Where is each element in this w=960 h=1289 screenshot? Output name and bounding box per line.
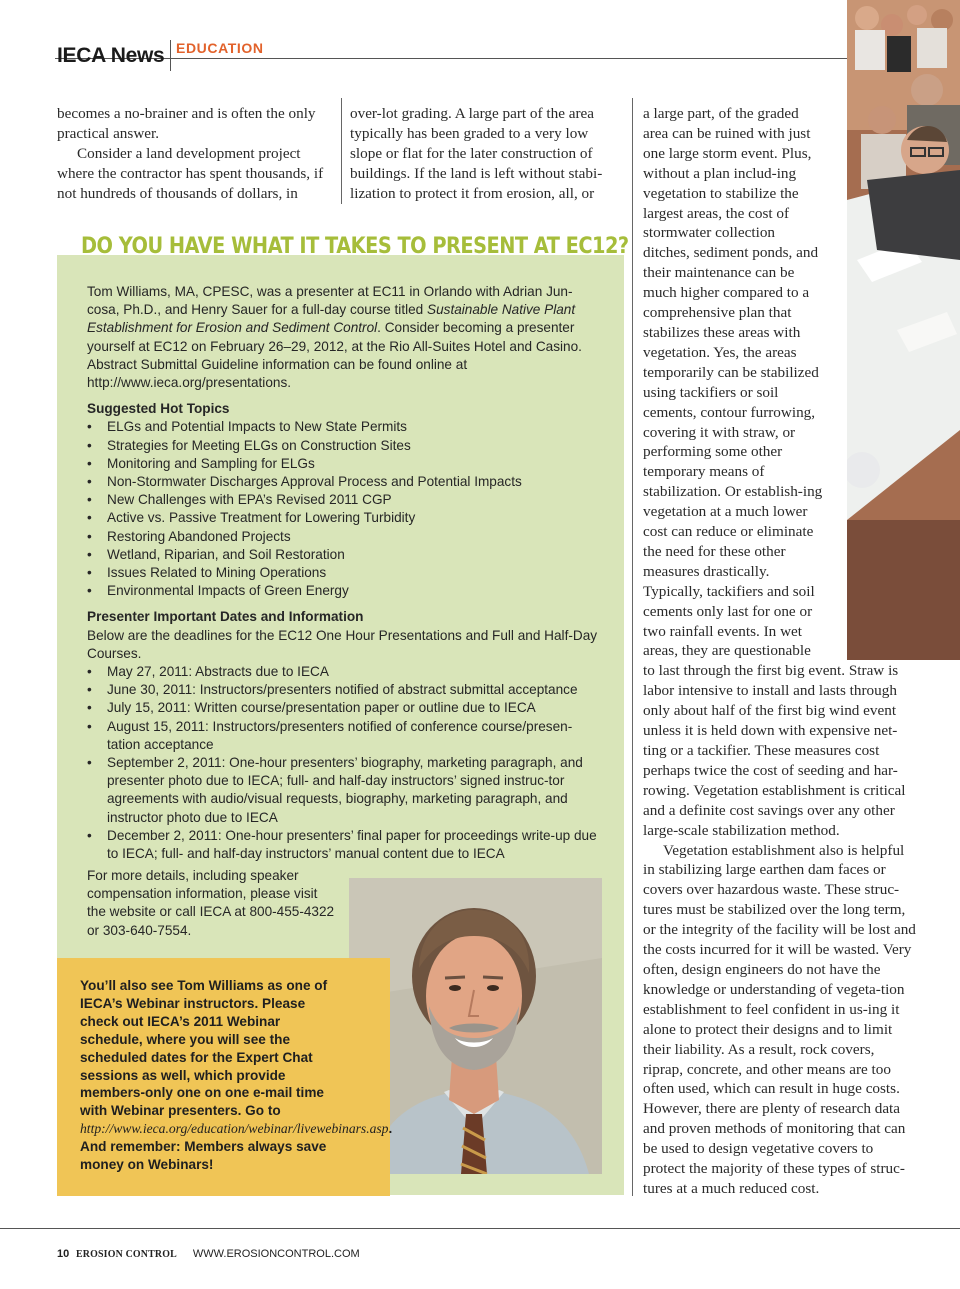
intro-text: . Consider becoming a presenter yourself at EC12 on February 26–29, 2012, at the Rio All-Suites Hotel and Casino. Abstract Submittal Guideline information can be found online at http://www.ieca.org/presentations. [87,320,582,391]
list-item: • New Challenges with EPA’s Revised 2011 CGP [87,491,602,509]
intro-text: Tom Williams, MA, CPESC, was a presenter at EC11 in Orlando with Adrian Jun-cosa, Ph.D., and Henry Sauer for a full-day course titled [87,284,573,318]
webinar-link[interactable]: http://www.ieca.org/education/webinar/livewebinars.asp [80,1121,389,1137]
dates-list [87,663,602,863]
feature-body [87,283,602,863]
article-column-3 [643,104,918,1199]
paragraph: over-lot grading. A large part of the area typically has been graded to a very low slope or flat for the later construction of buildings. If the land is left without stabi-lization to protect it from erosion, all, or [350,105,603,202]
paragraph: Vegetation establishment also is helpful in stabilizing large earthen dam faces or covers over hazardous waste. These struc-tures must be stabilized over the long term, or the integrity of the facility will be lost and the costs incurred for it will be wasted. Very often, design engineers do not have the knowledge or understanding of vegeta-tion establishment to feel confident in us-ing it alone to protect their designs and to limit their liability. As a result, rock covers, riprap, concrete, and other means are too often used, which can result in huge costs. However, there are plenty of research data and proven methods of monitoring that can be used to design vegetative covers to protect the majority of these types of struc-tures at a much reduced cost. [643,841,916,1197]
feature-intro [87,283,602,392]
callout-text: You’ll also see Tom Williams as one of IECA’s Webinar instructors. Please check out IECA’s 2011 Webinar schedule, where you will see the scheduled dates for the Expert Chat sessions as well, which provide members-only one on one e-mail time with Webinar presenters. Go to [80,978,328,1119]
footer [57,1248,360,1260]
list-item: • May 27, 2011: Abstracts due to IECA [87,663,602,681]
list-item: • Environmental Impacts of Green Energy [87,582,602,600]
section-label: EDUCATION [176,40,264,56]
list-item: • Issues Related to Mining Operations [87,564,602,582]
list-item: • ELGs and Potential Impacts to New State Permits [87,418,602,436]
website-url: WWW.EROSIONCONTROL.COM [192,1248,360,1260]
paragraph: Consider a land development project where the contractor has spent thousands, if not hundreds of thousands of dollars, in [57,145,324,202]
ieca-news-logo: IECA News [57,44,165,67]
dates-heading: Presenter Important Dates and Information [87,609,364,625]
list-item: • August 15, 2011: Instructors/presenters notified of conference course/presen-tation acceptance [87,718,602,754]
page-number: 10 [57,1248,70,1260]
article-column-1 [57,104,335,204]
list-item: • Wetland, Riparian, and Soil Restoration [87,546,602,564]
column-rule [632,98,633,1196]
course-title: Sustainable Native Plant Establishment for Erosion and Sediment Control [87,302,576,336]
list-item: • December 2, 2011: One-hour presenters’ final paper for proceedings write-up due to IECA; full- and half-day instructors’ manual content due to IECA [87,827,602,863]
magazine-name: EROSION CONTROL [76,1248,177,1260]
feature-title: DO YOU HAVE WHAT IT TAKES TO PRESENT AT EC12? [81,233,629,259]
webinar-callout-text [80,977,393,1174]
topics-heading: Suggested Hot Topics [87,401,230,417]
list-item: • Non-Stormwater Discharges Approval Process and Potential Impacts [87,473,602,491]
paragraph: a large part, of the graded area can be ruined with just one large storm event. Plus, without a plan includ-ing vegetation to stabilize the largest areas, the cost of stormwater collection ditches, sediment ponds, and their maintenance can be much higher compared to a comprehensive plan that stabilizes these areas with vegetation. Yes, the areas temporarily can be stabilized using tackifiers or soil cements, contour furrowing, covering it with straw, or performing some other temporary means of stabilization. Or establish-ing vegetation at a much lower cost can reduce or eliminate the need for these other measures drastically. Typically, tackifiers and soil cements only last for one or two rainfall events. In wet areas, they are questionable [643,105,823,660]
column-rule [341,98,342,204]
list-item: • July 15, 2011: Written course/presentation paper or outline due to IECA [87,699,602,717]
list-item: • Restoring Abandoned Projects [87,528,602,546]
paragraph: to last through the first big event. Straw is labor intensive to install and lasts through only about half of the first big wind event unless it is held down with expensive net-ting or a tackifier. These measures cost perhaps twice the cost of seeding and har-rowing. Vegetation establishment is critical and a definite cost savings over any other large-scale stabilization method. [643,662,906,839]
paragraph: becomes a no-brainer and is often the only practical answer. [57,105,316,142]
topics-list [87,418,602,600]
list-item: • Monitoring and Sampling for ELGs [87,455,602,473]
list-item: • June 30, 2011: Instructors/presenters notified of abstract submittal acceptance [87,681,602,699]
callout-text: . And remember: Members always save money on Webinars! [80,1121,393,1173]
article-column-2 [350,104,620,204]
list-item: • September 2, 2011: One-hour presenters’ biography, marketing paragraph, and presenter photo due to IECA; full- and half-day instructors’ signed instruc-tor agreements with audio/visual requests, biography, marketing paragraph, and instructor photo due to IECA [87,754,602,827]
header-rule [55,58,960,59]
header-separator [170,40,171,71]
dates-intro: Below are the deadlines for the EC12 One Hour Presentations and Full and Half-Day Courses. [87,627,598,661]
details-text: For more details, including speaker compensation information, please visit the website or call IECA at 800-455-4322 or 303-640-7554. [87,868,335,938]
footer-rule [0,1228,960,1229]
list-item: • Strategies for Meeting ELGs on Construction Sites [87,437,602,455]
list-item: • Active vs. Passive Treatment for Lowering Turbidity [87,509,602,527]
